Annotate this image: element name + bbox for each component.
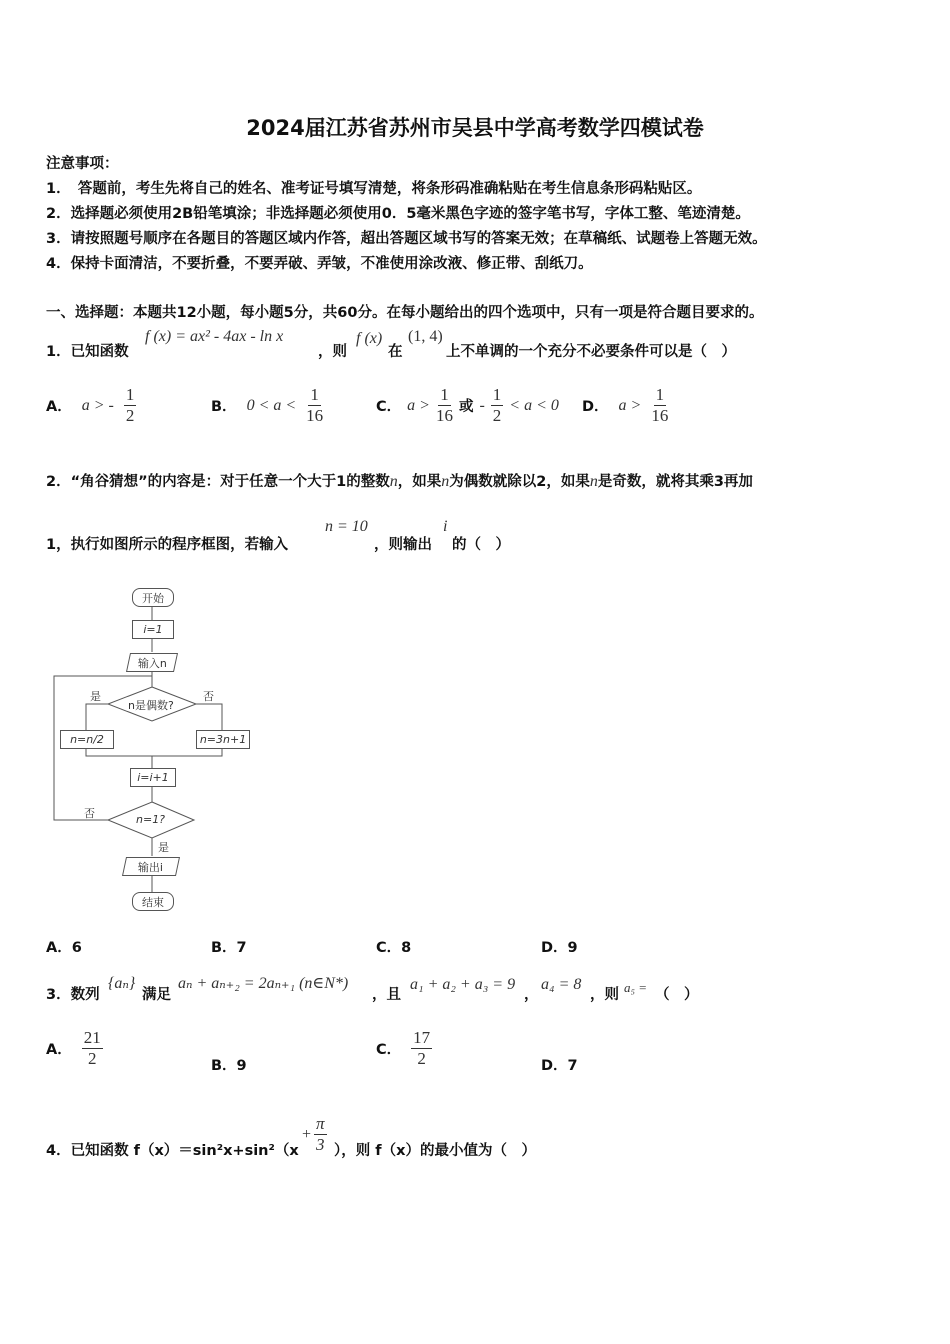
q1-tail: 上不单调的一个充分不必要条件可以是（ ）: [446, 344, 736, 360]
note-item-2: 2．选择题必须使用2B铅笔填涂；非选择题必须使用0．5毫米黑色字迹的签字笔书写，字体工整、笔迹清楚。: [46, 206, 750, 222]
q3-cond1: a₁ + a₂ + a₃ = 9: [410, 976, 516, 993]
q1-option-d-label: D．: [582, 399, 609, 415]
q3-seq: {aₙ}: [108, 975, 136, 992]
note-item-4: 4．保持卡面清洁，不要折叠，不要弄破、弄皱，不准使用涂改液、修正带、刮纸刀。: [46, 256, 593, 272]
q3-option-a[interactable]: [46, 1028, 103, 1069]
q1-option-c-frac1: $\frac{1}{16}$: [435, 385, 453, 425]
q2-option-b[interactable]: B．7: [211, 940, 247, 956]
q1-option-b[interactable]: [211, 385, 323, 426]
section-heading: 一、选择题：本题共12小题，每小题5分，共60分。在每小题给出的四个选项中，只有一项是符合题目要求的。: [46, 305, 764, 321]
q3-option-a-frac: $\frac{21}{2}$: [83, 1028, 101, 1068]
q1-option-a-label: A．: [46, 399, 72, 415]
q4-lead: 4．已知函数 f（x）＝sin²x+sin²（x: [46, 1143, 299, 1159]
q2-var-i: i: [443, 518, 448, 535]
q3-mid1: 满足: [142, 987, 171, 1003]
flowchart-input: 输入n: [126, 653, 178, 672]
q2-input-value: n = 10: [325, 518, 368, 535]
q3-cond2: a₄ = 8: [541, 976, 582, 993]
note-item-1: 1． 答题前，考生先将自己的姓名、准考证号填写清楚，将条形码准确粘贴在考生信息条形码粘贴区。: [46, 181, 702, 197]
q2-option-a[interactable]: A．6: [46, 940, 82, 956]
q1-function: f (x) = ax² - 4ax - ln x: [145, 328, 284, 345]
q1-option-d-frac: $\frac{1}{16}$: [651, 385, 669, 425]
q1-option-c-frac2: $\frac{1}{2}$: [492, 385, 502, 425]
q1-fx: f (x): [356, 330, 383, 347]
flowchart: [40, 580, 280, 915]
page-title: 2024届江苏省苏州市吴县中学高考数学四模试卷: [246, 116, 704, 140]
q2-line2-lead: 1，执行如图所示的程序框图，若输入: [46, 537, 289, 553]
notes-heading: 注意事项：: [46, 156, 119, 172]
q2-line2-tail: 的（ ）: [452, 537, 510, 553]
q1-option-c[interactable]: [376, 385, 559, 426]
q3-option-d[interactable]: D．7: [541, 1058, 578, 1074]
q3-option-a-label: A．: [46, 1042, 72, 1058]
q3-option-c-label: C．: [376, 1042, 402, 1058]
q3-option-c[interactable]: [376, 1028, 432, 1069]
q1-option-a-frac: $\frac{1}{2}$: [125, 385, 135, 425]
q1-option-b-expr: 0 < a <: [246, 396, 297, 414]
flowchart-start: 开始: [132, 588, 174, 607]
flowchart-end: 结束: [132, 892, 174, 911]
q3-tail: （ ）: [655, 987, 699, 1003]
q1-option-a[interactable]: [46, 385, 136, 426]
q3-relation: aₙ + aₙ₊₂ = 2aₙ₊₁ (n∈N*): [178, 975, 349, 992]
flowchart-output: 输出i: [122, 857, 180, 876]
q3-option-c-frac: $\frac{17}{2}$: [413, 1028, 431, 1068]
q1-option-a-expr: a > -: [81, 396, 114, 414]
q1-option-b-label: B．: [211, 399, 237, 415]
flowchart-yes1: 是: [90, 690, 101, 703]
q3-option-b[interactable]: B．9: [211, 1058, 247, 1074]
q1-option-c-expr2: < a < 0: [509, 396, 559, 414]
q3-ask: a₅ =: [624, 980, 648, 995]
q1-mid1: ，则: [318, 344, 347, 360]
q2-line2-mid: ，则输出: [374, 537, 432, 553]
q1-lead: 1．已知函数: [46, 344, 129, 360]
flowchart-init: i=1: [132, 620, 174, 639]
flowchart-inc: i=i+1: [130, 768, 176, 787]
q4-tail: ），则 f（x）的最小值为（ ）: [334, 1143, 536, 1159]
q4-pi-frac: $\frac{\pi}{3}$: [316, 1114, 325, 1154]
q1-option-c-label: C．: [376, 399, 402, 415]
q1-option-c-minus: -: [479, 396, 485, 414]
q2-line1: 2．“角谷猜想”的内容是：对于任意一个大于1的整数n，如果n为偶数就除以2，如果n是奇数，就将其乘3再加: [46, 473, 753, 490]
flowchart-odd: n=3n+1: [196, 730, 250, 749]
q1-option-d[interactable]: [582, 385, 668, 426]
flowchart-no1: 否: [203, 690, 214, 703]
q1-option-b-frac: $\frac{1}{16}$: [306, 385, 324, 425]
q3-mid3: ，则: [590, 987, 619, 1003]
flowchart-yes2: 是: [158, 841, 169, 854]
q2-option-c[interactable]: C．8: [376, 940, 412, 956]
q1-option-c-or: 或: [458, 399, 474, 415]
flowchart-cond2: n=1?: [136, 813, 166, 826]
q3-lead: 3．数列: [46, 987, 100, 1003]
flowchart-no2: 否: [84, 807, 95, 820]
q4-plus: +: [302, 1126, 312, 1143]
q1-option-c-expr: a >: [407, 396, 430, 414]
q1-option-d-expr: a >: [618, 396, 642, 414]
flowchart-even: n=n/2: [60, 730, 114, 749]
q1-interval: (1, 4): [408, 328, 443, 345]
note-item-3: 3．请按照题号顺序在各题目的答题区域内作答，超出答题区域书写的答案无效；在草稿纸、试题卷上答题无效。: [46, 231, 767, 247]
q3-sep: ，: [524, 987, 539, 1003]
q2-option-d[interactable]: D．9: [541, 940, 578, 956]
q3-mid2: ，且: [372, 987, 401, 1003]
q1-mid2: 在: [388, 344, 403, 360]
flowchart-cond1: n是偶数?: [128, 699, 174, 712]
